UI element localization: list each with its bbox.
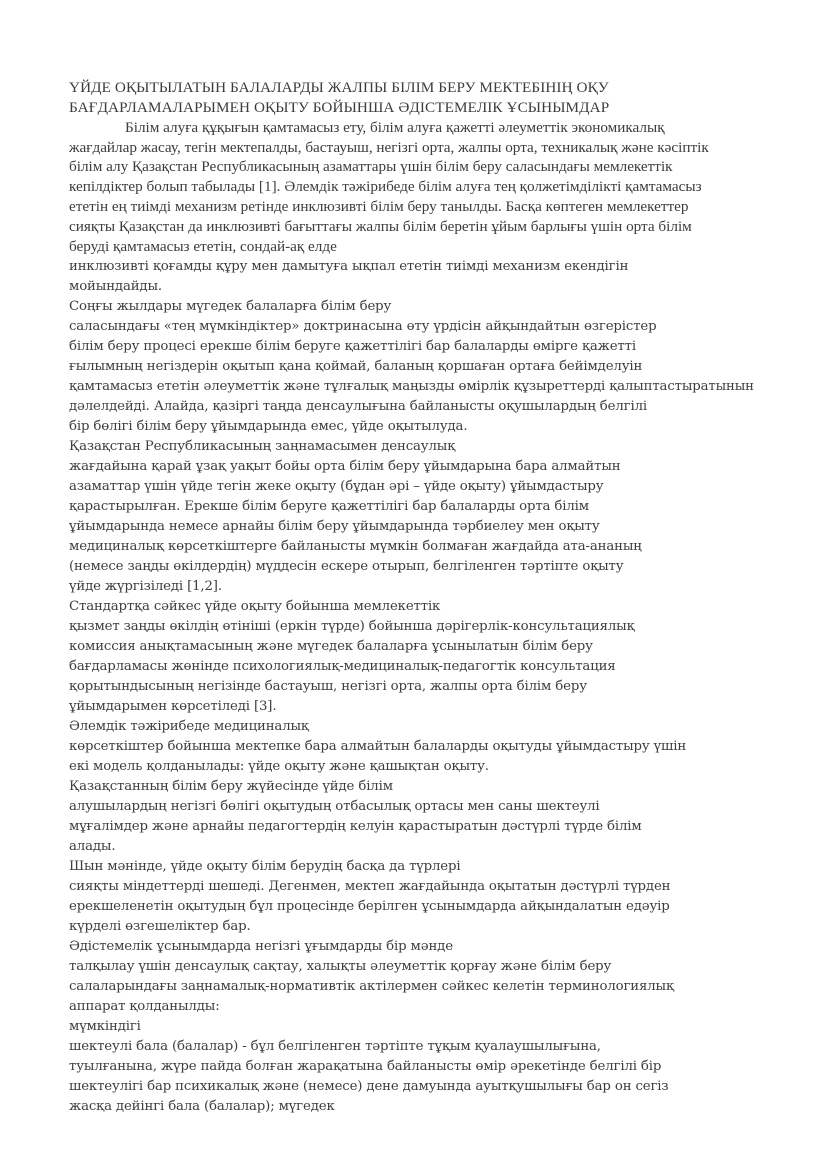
lead-paragraph <box>69 118 775 257</box>
title-line-1: ҮЙДЕ ОҚЫТЫЛАТЫН БАЛАЛАРДЫ ЖАЛПЫ БІЛІМ БЕРУ МЕКТЕБІНІҢ ОҚУ <box>69 79 609 96</box>
body-line: алушылардың негізгі бөлігі оқытудың отбасылық ортасы мен саны шектеулі <box>69 798 600 814</box>
body-line: Соңғы жылдары мүгедек балаларға білім беру <box>69 298 392 314</box>
body-line: (немесе заңды өкілдердің) мүддесін ескере отырып, белгіленген тәртіпте оқыту <box>69 558 624 574</box>
body-line: білім беру процесі ерекше білім беруге қажеттілігі бар балаларды өмірге қажетті <box>69 338 636 354</box>
body-line: Қазақстан Республикасының заңнамасымен денсаулық <box>69 438 456 454</box>
body-line: Стандартқа сәйкес үйде оқыту бойынша мемлекеттік <box>69 598 441 614</box>
body-line: мойындайды. <box>69 278 162 294</box>
lead-line: Білім алуға құқығын қамтамасыз ету, білім алуға қажетті әлеуметтік экономикалық <box>125 118 665 136</box>
body-line: дәлелдейді. Алайда, қазіргі таңда денсаулығына байланысты оқушылардың белгілі <box>69 398 647 414</box>
body-line: бағдарламасы жөнінде психологиялық-медициналық-педагогтік консультация <box>69 658 616 674</box>
body-line: Қазақстанның білім беру жүйесінде үйде білім <box>69 778 393 794</box>
lead-line: беруді қамтамасыз ететін, сондай-ақ елде <box>69 238 337 256</box>
body-line: Әдістемелік ұсынымдарда негізгі ұғымдарды бір мәнде <box>69 938 453 954</box>
body-line: үйде жүргізіледі [1,2]. <box>69 578 222 594</box>
body-line: жағдайына қарай ұзақ уақыт бойы орта білім беру ұйымдарына бара алмайтын <box>69 458 621 474</box>
body-line: бір бөлігі білім беру ұйымдарында емес, үйде оқытылуда. <box>69 418 468 434</box>
body-line: екі модель қолданылады: үйде оқыту және қашықтан оқыту. <box>69 758 489 774</box>
body-line: шектеулі бала (балалар) - бұл белгіленген тәртіпте тұқым қуалаушылығына, <box>69 1038 601 1054</box>
body-line: жасқа дейінгі бала (балалар); мүгедек <box>69 1098 335 1114</box>
title-line-2: БАҒДАРЛАМАЛАРЫМЕН ОҚЫТУ БОЙЫНША ӘДІСТЕМЕЛІК ҰСЫНЫМДАР <box>69 98 610 116</box>
body-line: инклюзивті қоғамды құру мен дамытуға ықпал ететін тиімді механизм екендігін <box>69 258 629 274</box>
body-line: ерекшеленетін оқытудың бұл процесінде берілген ұсынымдарда айқындалатын едәуір <box>69 898 670 914</box>
body-line: Шын мәнінде, үйде оқыту білім берудің басқа да түрлері <box>69 858 461 874</box>
body-line: шектеулігі бар психикалық және (немесе) дене дамуында ауытқушылығы бар он сегіз <box>69 1078 669 1094</box>
body-line: ғылымның негіздерін оқытып қана қоймай, баланың қоршаған ортаға бейімделуін <box>69 358 643 374</box>
body-line: алады. <box>69 838 116 854</box>
body-line: саласындағы «тең мүмкіндіктер» доктринасына өту үрдісін айқындайтын өзгерістер <box>69 318 657 334</box>
page-title <box>69 78 775 118</box>
body-line: ұйымдарында немесе арнайы білім беру ұйымдарында тәрбиелеу мен оқыту <box>69 518 600 534</box>
body-line: күрделі өзгешеліктер бар. <box>69 918 251 934</box>
body-line: комиссия анықтамасының және мүгедек балаларға ұсынылатын білім беру <box>69 638 593 654</box>
lead-line: ететін ең тиімді механизм ретінде инклюзивті білім беру танылды. Басқа көптеген мемлекеттер <box>69 198 689 216</box>
lead-line: жағдайлар жасау, тегін мектепалды, бастауыш, негізгі орта, жалпы орта, техникалық және кәсіптік <box>69 138 709 156</box>
body-line: көрсеткіштер бойынша мектепке бара алмайтын балаларды оқытуды ұйымдастыру үшін <box>69 738 687 754</box>
body-line: туылғанына, жүре пайда болған жарақатына байланысты өмір әрекетінде белгілі бір <box>69 1058 662 1074</box>
body-line: азаматтар үшін үйде тегін жеке оқыту (бұдан әрі – үйде оқыту) ұйымдастыру <box>69 478 604 494</box>
body-line: сияқты міндеттерді шешеді. Дегенмен, мектеп жағдайында оқытатын дәстүрлі түрден <box>69 878 671 894</box>
body-line: мұғалімдер және арнайы педагогтердің келуін қарастыратын дәстүрлі түрде білім <box>69 818 642 834</box>
body-line: аппарат қолданылды: <box>69 998 220 1014</box>
document-content <box>69 78 775 1117</box>
body-line: қызмет заңды өкілдің өтініші (еркін түрде) бойынша дәрігерлік-консультациялық <box>69 618 635 634</box>
body-line: мүмкіндігі <box>69 1018 141 1034</box>
body-line: қорытындысының негізінде бастауыш, негізгі орта, жалпы орта білім беру <box>69 678 587 694</box>
body-text-block <box>69 257 775 1117</box>
body-line: ұйымдарымен көрсетіледі [3]. <box>69 698 277 714</box>
lead-line: кепілдіктер болып табылады [1]. Әлемдік тәжірибеде білім алуға тең қолжетімділікті қамтамасыз <box>69 178 702 196</box>
lead-line: білім алу Қазақстан Республикасының азаматтары үшін білім беру саласындағы мемлекеттік <box>69 158 673 176</box>
body-line: қарастырылған. Ерекше білім беруге қажеттілігі бар балаларды орта білім <box>69 498 589 514</box>
body-line: салаларындағы заңнамалық-нормативтік актілермен сәйкес келетін терминологиялық <box>69 978 674 994</box>
body-line: қамтамасыз ететін әлеуметтік және тұлғалық маңызды өмірлік құзыреттерді қалыптастыратынын <box>69 378 754 394</box>
lead-line: сияқты Қазақстан да инклюзивті бағыттағы жалпы білім беретін ұйым барлығы үшін орта білім <box>69 218 692 236</box>
body-line: Әлемдік тәжірибеде медициналық <box>69 718 309 734</box>
body-line: медициналық көрсеткіштерге байланысты мүмкін болмаған жағдайда ата-ананың <box>69 538 642 554</box>
body-line: талқылау үшін денсаулық сақтау, халықты әлеуметтік қорғау және білім беру <box>69 958 612 974</box>
